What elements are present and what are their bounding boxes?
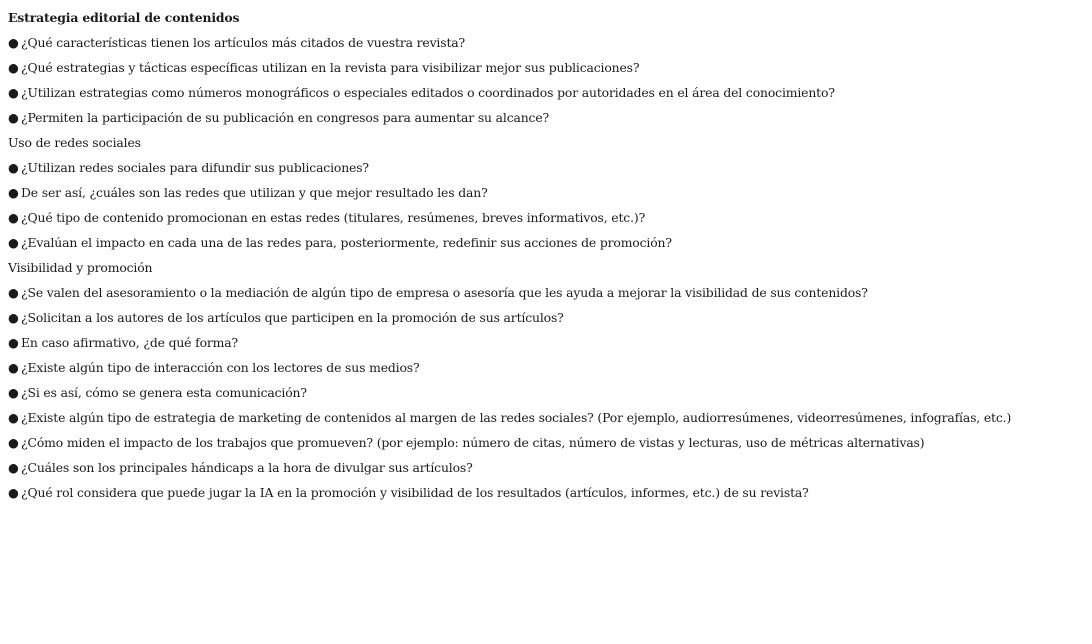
- bullet-icon: ●: [8, 410, 19, 425]
- list-item-text: ¿Si es así, cómo se genera esta comunicación?: [21, 385, 307, 400]
- list-item: [8, 83, 1088, 108]
- list-item-text: ¿Se valen del asesoramiento o la mediación de algún tipo de empresa o asesoría que les ayuda a mejorar la visibilidad de sus contenidos?: [21, 285, 868, 300]
- list-item: [8, 158, 1088, 183]
- list-item-text: ¿Qué rol considera que puede jugar la IA en la promoción y visibilidad de los resultados (artículos, informes, etc.) de su revista?: [21, 485, 809, 500]
- list-item: [8, 108, 1088, 133]
- list-item-text: ¿Existe algún tipo de estrategia de marketing de contenidos al margen de las redes sociales? (Por ejemplo, audiorresúmenes, videorresúmenes, infografías, etc.): [21, 410, 1012, 425]
- list-item-text: En caso afirmativo, ¿de qué forma?: [21, 335, 238, 350]
- list-item-text: ¿Qué estrategias y tácticas específicas utilizan en la revista para visibilizar mejor sus publicaciones?: [21, 60, 640, 75]
- bullet-icon: ●: [8, 485, 19, 500]
- list-item-text: ¿Evalúan el impacto en cada una de las redes para, posteriormente, redefinir sus acciones de promoción?: [21, 235, 672, 250]
- bullet-icon: ●: [8, 110, 19, 125]
- list-item: [8, 333, 1088, 358]
- section-heading-editorial: Estrategia editorial de contenidos: [8, 10, 240, 25]
- document-body: [8, 8, 1088, 508]
- list-item: [8, 308, 1088, 333]
- list-item: [8, 33, 1088, 58]
- bullet-icon: ●: [8, 460, 19, 475]
- bullet-icon: ●: [8, 235, 19, 250]
- list-item: [8, 458, 1088, 483]
- list-item-text: ¿Cómo miden el impacto de los trabajos que promueven? (por ejemplo: número de citas, número de vistas y lecturas, uso de métricas alternativas): [21, 435, 925, 450]
- bullet-icon: ●: [8, 160, 19, 175]
- list-item-text: ¿Qué características tienen los artículos más citados de vuestra revista?: [21, 35, 466, 50]
- bullet-icon: ●: [8, 85, 19, 100]
- list-item-text: ¿Permiten la participación de su publicación en congresos para aumentar su alcance?: [21, 110, 550, 125]
- list-item: [8, 208, 1088, 233]
- list-item: [8, 233, 1088, 258]
- list-item-text: ¿Utilizan redes sociales para difundir sus publicaciones?: [21, 160, 369, 175]
- list-item-text: ¿Utilizan estrategias como números monográficos o especiales editados o coordinados por autoridades en el área del conocimiento?: [21, 85, 835, 100]
- bullet-icon: ●: [8, 35, 19, 50]
- list-item: [8, 58, 1088, 83]
- list-item: [8, 383, 1088, 408]
- list-item-text: ¿Solicitan a los autores de los artículos que participen en la promoción de sus artículos?: [21, 310, 564, 325]
- bullet-icon: ●: [8, 310, 19, 325]
- bullet-icon: ●: [8, 60, 19, 75]
- bullet-icon: ●: [8, 285, 19, 300]
- bullet-icon: ●: [8, 385, 19, 400]
- list-item: [8, 358, 1088, 383]
- list-item: [8, 483, 1088, 508]
- list-item: [8, 283, 1088, 308]
- list-item: [8, 183, 1088, 208]
- bullet-icon: ●: [8, 360, 19, 375]
- list-item: [8, 408, 1088, 433]
- section-heading-visibility: Visibilidad y promoción: [8, 260, 153, 275]
- section-heading-social-media: Uso de redes sociales: [8, 135, 141, 150]
- bullet-icon: ●: [8, 210, 19, 225]
- bullet-icon: ●: [8, 435, 19, 450]
- list-item-text: ¿Existe algún tipo de interacción con los lectores de sus medios?: [21, 360, 420, 375]
- list-item-text: De ser así, ¿cuáles son las redes que utilizan y que mejor resultado les dan?: [21, 185, 488, 200]
- list-item-text: ¿Qué tipo de contenido promocionan en estas redes (titulares, resúmenes, breves informativos, etc.)?: [21, 210, 646, 225]
- list-item: [8, 433, 1088, 458]
- bullet-icon: ●: [8, 335, 19, 350]
- bullet-icon: ●: [8, 185, 19, 200]
- list-item-text: ¿Cuáles son los principales hándicaps a la hora de divulgar sus artículos?: [21, 460, 473, 475]
